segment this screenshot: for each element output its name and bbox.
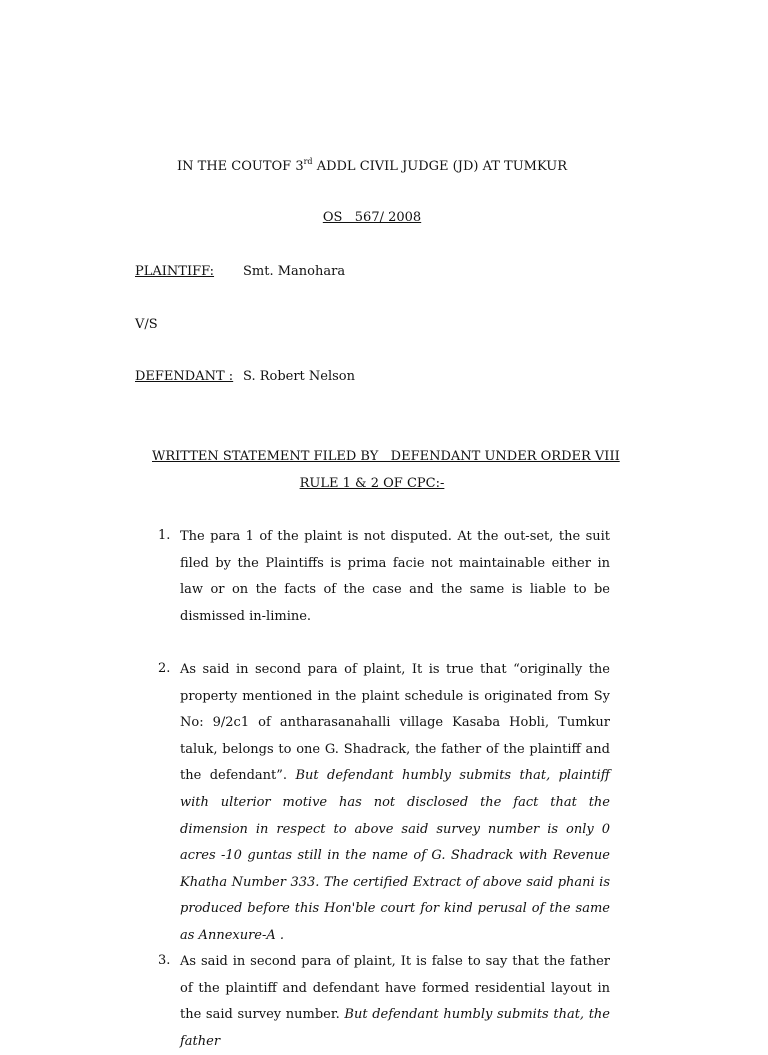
- paragraph-italic-text: But defendant humbly submits that, plaintiff with ulterior motive has not disclosed the fact that the dimension in respect to above said survey number is only 0 acres -10 guntas still in the name of G. Shadrack with Revenue Khatha Number 333. The certified Extract of above said phani is produced before this Hon'ble court for kind perusal of the same as Annexure-A .: [180, 768, 610, 943]
- paragraph-number: 2.: [158, 661, 171, 676]
- defendant-name: S. Robert Nelson: [243, 369, 356, 384]
- statement-title-line-1: [152, 449, 620, 464]
- court-title-suffix: ADDL CIVIL JUDGE (JD) AT TUMKUR: [312, 159, 567, 174]
- paragraph-text: As said in second para of plaint, It is true that “originally the property mentioned in the plaint schedule is originated from Sy No: 9/2c1 of antharasanahalli village Kasaba Hobli, Tumkur taluk, belongs to one G. Shadrack, the father of the plaintiff and the defendant”.: [180, 662, 610, 784]
- plaintiff-label: PLAINTIFF:: [135, 264, 215, 279]
- paragraph-text: As said in second para of plaint, It is false to say that the father of the plaintiff and defendant have formed residential layout in the said survey number.: [180, 954, 610, 1023]
- statement-title-text-1: WRITTEN STATEMENT FILED BY DEFENDANT UNDER ORDER VIII: [152, 449, 620, 464]
- paragraph-text: The para 1 of the plaint is not disputed. At the out-set, the suit filed by the Plaintiffs is prima facie not maintainable either in law or on the facts of the case and the same is liable to be dismissed in-limine.: [180, 529, 610, 624]
- defendant-label: DEFENDANT :: [135, 369, 234, 384]
- paragraph-3: [180, 949, 610, 1055]
- plaintiff-name: Smt. Manohara: [243, 264, 346, 279]
- paragraph-1: [180, 524, 610, 630]
- court-title-superscript: rd: [303, 157, 313, 166]
- paragraph-number: 3.: [158, 953, 171, 968]
- court-title-prefix: IN THE COUTOF 3: [177, 159, 304, 174]
- plaintiff-row: [135, 264, 346, 279]
- paragraph-italic-text: But defendant humbly submits that, the father: [180, 1007, 610, 1049]
- statement-title-text-2: RULE 1 & 2 OF CPC:-: [299, 476, 445, 491]
- case-number-line: [0, 210, 744, 225]
- court-title: [0, 157, 744, 174]
- paragraph-number: 1.: [158, 528, 171, 543]
- defendant-row: [135, 369, 356, 384]
- paragraph-2: [180, 657, 610, 950]
- statement-title-line-2: [152, 476, 592, 491]
- case-number: OS 567/ 2008: [322, 210, 422, 225]
- versus: V/S: [135, 317, 158, 332]
